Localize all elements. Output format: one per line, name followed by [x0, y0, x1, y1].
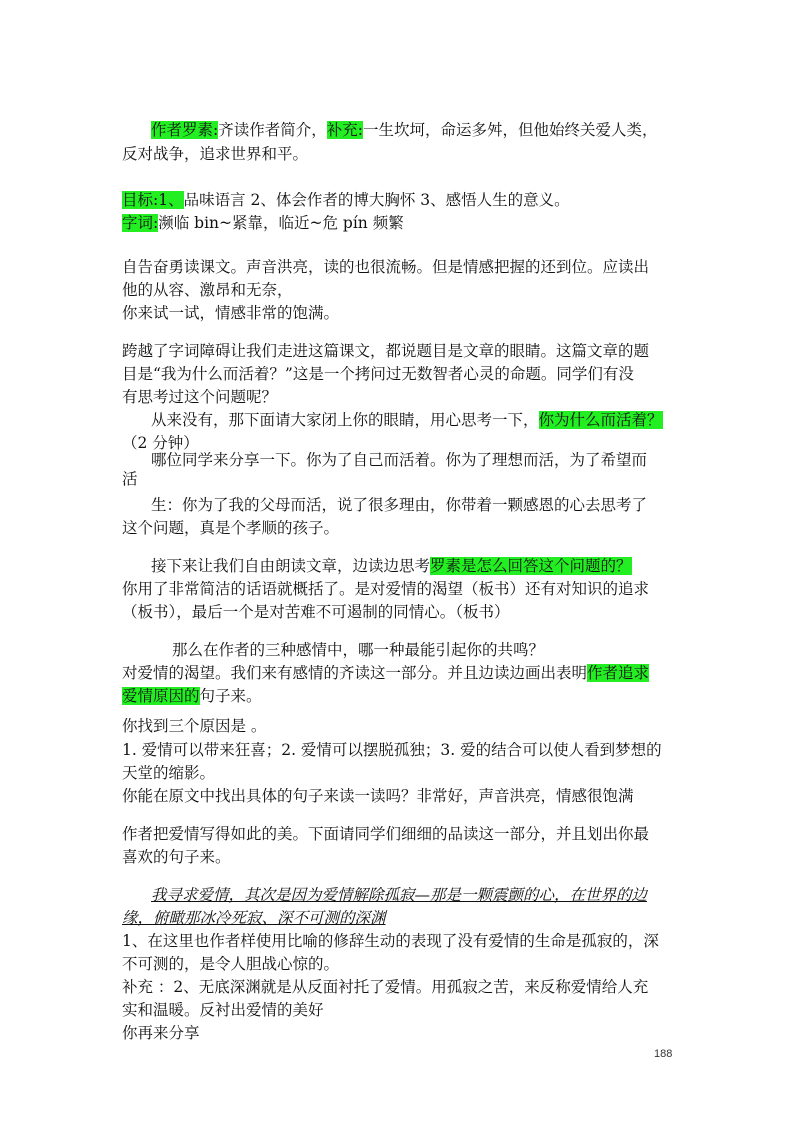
- text-line: 天堂的缩影。: [122, 764, 216, 782]
- text-line: 对爱情的渴望。我们来有感情的齐读这一部分。并且边读边画出表明作者追求: [122, 664, 650, 682]
- text-line: 你来试一试，情感非常的饱满。: [122, 304, 340, 322]
- text-line: 活: [122, 470, 138, 488]
- text-line: 哪位同学来分享一下。你为了自己而活着。你为了理想而活，为了希望而: [151, 451, 648, 469]
- text-line: 这个问题，真是个孝顺的孩子。: [122, 519, 340, 537]
- text-line: 补充 ：2、无底深渊就是从反面衬托了爱情。用孤寂之苦，来反称爱情给人充: [122, 978, 649, 996]
- text-line: 他的从容、激昂和无奈，: [122, 281, 293, 299]
- text-line: 爱情原因的句子来。: [122, 687, 262, 705]
- supplement-label: 补充:: [326, 121, 363, 139]
- text-line: 目是“我为什么而活着？”这是一个拷问过无数智者心灵的命题。同学们有没: [122, 365, 634, 383]
- reading-question: 罗素是怎么回答这个问题的？: [430, 557, 632, 575]
- goals-label: 目标:1、: [122, 191, 184, 209]
- highlight-reason: 爱情原因的: [122, 687, 200, 705]
- text-line: 跨越了字词障碍让我们走进这篇课文，都说题目是文章的眼睛。这篇文章的题: [122, 342, 650, 360]
- text-line: 你用了非常简洁的话语就概括了。是对爱情的渴望（板书）还有对知识的追求: [122, 580, 650, 598]
- goals-line: 目标:1、品味语言 2、体会作者的博大胸怀 3、感悟人生的意义。: [122, 191, 570, 209]
- text-line: 1. 爱情可以带来狂喜；2. 爱情可以摆脱孤独；3. 爱的结合可以使人看到梦想的: [122, 741, 662, 759]
- quote-line: 我寻求爱情，其次是因为爱情解除孤寂—那是一颗震颤的心，在世界的边: [151, 886, 648, 904]
- words-line: 字词:濒临 bin~紧靠，临近~危 pín 频繁: [122, 214, 404, 232]
- quote-line: 缘，俯瞰那冰冷死寂、深不可测的深渊: [122, 909, 386, 927]
- words-label: 字词:: [122, 214, 159, 232]
- reading-task-line: 接下来让我们自由朗读文章，边读边思考罗素是怎么回答这个问题的？: [151, 557, 632, 575]
- author-label: 作者罗素:: [151, 121, 219, 139]
- key-question: 你为什么而活着？: [538, 411, 663, 429]
- text-line: 你找到三个原因是 。: [122, 717, 267, 735]
- text-line: （2 分钟）: [122, 434, 199, 452]
- author-intro-line-2: 反对战争，追求世界和平。: [122, 145, 309, 163]
- text-line: （板书），最后一个是对苦难不可遏制的同情心。（板书）: [122, 603, 510, 621]
- text-line: 你能在原文中找出具体的句子来读一读吗？非常好，声音洪亮，情感很饱满: [122, 787, 634, 805]
- text-line: 你再来分享: [122, 1024, 200, 1042]
- text-line: 那么在作者的三种感情中，哪一种最能引起你的共鸣？: [172, 641, 545, 659]
- text-line: 喜欢的句子来。: [122, 848, 231, 866]
- page-number: 188: [654, 1048, 673, 1060]
- text-line: 1、在这里也作者样使用比喻的修辞生动的表现了没有爱情的生命是孤寂的，深: [122, 932, 659, 950]
- text-line: 作者把爱情写得如此的美。下面请同学们细细的品读这一部分，并且划出你最: [122, 825, 650, 843]
- author-intro-line: 作者罗素:齐读作者简介，补充:一生坎坷，命运多舛，但他始终关爱人类，: [151, 121, 658, 139]
- text-line: 有思考过这个问题呢？: [122, 388, 278, 406]
- text-line: 不可测的，是令人胆战心惊的。: [122, 955, 340, 973]
- text-line: 自告奋勇读课文。声音洪亮，读的也很流畅。但是情感把握的还到位。应读出: [122, 258, 650, 276]
- highlight-reason: 作者追求: [587, 664, 650, 682]
- text-line: 生：你为了我的父母而活，说了很多理由，你带着一颗感恩的心去思考了: [151, 496, 648, 514]
- text-line: 实和温暖。反衬出爱情的美好: [122, 1001, 324, 1019]
- question-line: 从来没有，那下面请大家闭上你的眼睛，用心思考一下，你为什么而活着？: [151, 411, 663, 429]
